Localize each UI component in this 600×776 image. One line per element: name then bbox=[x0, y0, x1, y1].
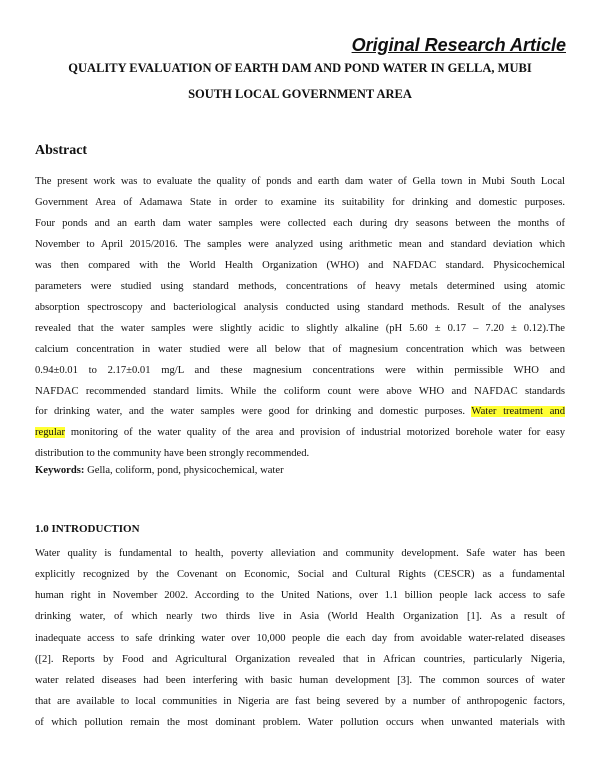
paper-title bbox=[34, 55, 566, 107]
abstract-text: for drinking water, and the water samples were good for drinking and domestic purposes. bbox=[35, 406, 472, 418]
abstract-text: monitoring of the water quality of the area and provision of industrial motorized borehole water for easy bbox=[65, 427, 565, 439]
intro-line: explicitly recognized by the Covenant on Economic, Social and Cultural Rights (CESCR) as a fundamental bbox=[35, 569, 565, 581]
abstract-line: NAFDAC recommended standard limits. While the coliform count were above WHO and NAFDAC standards bbox=[35, 385, 565, 397]
abstract-body bbox=[35, 172, 565, 465]
intro-line: drinking water, of which nearly two thirds live in Asia (World Health Organization [1]. As a result of bbox=[35, 611, 565, 623]
introduction-heading: 1.0 INTRODUCTION bbox=[35, 523, 140, 535]
highlighted-text: regular bbox=[35, 427, 65, 439]
intro-line: human right in November 2002. According to the United Nations, over 1.1 billion people lack access to safe bbox=[35, 590, 565, 602]
abstract-line bbox=[35, 423, 565, 444]
keywords-label: Keywords: bbox=[35, 465, 85, 476]
intro-line: inadequate access to safe drinking water over 10,000 people die each day from avoidable water-related diseases bbox=[35, 632, 565, 644]
title-line: QUALITY EVALUATION OF EARTH DAM AND POND WATER IN GELLA, MUBI bbox=[68, 61, 532, 75]
abstract-line: Four ponds and an earth dam water samples were collected each during dry seasons between the months of bbox=[35, 217, 565, 229]
title-line: SOUTH LOCAL GOVERNMENT AREA bbox=[188, 87, 412, 101]
abstract-line: parameters were studied using standard methods, concentrations of heavy metals determined using atomic bbox=[35, 280, 565, 292]
introduction-body bbox=[35, 543, 565, 733]
abstract-line: revealed that the water samples were slightly acidic to slightly alkaline (pH 5.60 ± 0.17 – 7.20 ± 0.12).The bbox=[35, 322, 565, 334]
intro-line: that are available to local communities in Nigeria are fast being severed by a number of anthropogenic factors, bbox=[35, 696, 565, 708]
abstract-line: 0.94±0.01 to 2.17±0.01 mg/L and these magnesium concentrations were within permissible WHO and bbox=[35, 364, 565, 376]
article-type-label: Original Research Article bbox=[351, 35, 566, 55]
abstract-line: The present work was to evaluate the quality of ponds and earth dam water of Gella town in Mubi South Local bbox=[35, 176, 565, 187]
abstract-line: November to April 2015/2016. The samples were analyzed using arithmetic mean and standard deviation which bbox=[35, 238, 565, 250]
intro-line: of which pollution remain the most dominant problem. Water pollution occurs when unwanted materials with bbox=[35, 717, 565, 729]
abstract-line: was then compared with the World Health Organization (WHO) and NAFDAC standard. Physicochemical bbox=[35, 259, 565, 271]
abstract-heading: Abstract bbox=[35, 143, 88, 158]
keywords-text: Gella, coliform, pond, physicochemical, water bbox=[84, 465, 284, 476]
highlighted-text: Water treatment and bbox=[471, 406, 566, 418]
abstract-line: Government Area of Adamawa State in order to examine its suitability for drinking and domestic purposes. bbox=[35, 196, 565, 208]
abstract-line: calcium concentration in water studied were all below that of magnesium concentration which was between bbox=[35, 343, 565, 355]
keywords bbox=[35, 463, 284, 479]
intro-line: Water quality is fundamental to health, poverty alleviation and community development. Safe water has been bbox=[35, 548, 565, 559]
intro-line: ([2]. Reports by Food and Agricultural Organization revealed that in African countries, particularly Nigeria, bbox=[35, 653, 565, 665]
intro-line: water related diseases had been interfering with basic human development [3]. The common sources of water bbox=[35, 674, 565, 686]
abstract-line: distribution to the community have been strongly recommended. bbox=[35, 448, 310, 460]
abstract-line bbox=[35, 402, 565, 423]
abstract-line: absorption spectroscopy and bacteriological analysis conducted using standard methods. Result of the analyses bbox=[35, 301, 565, 313]
